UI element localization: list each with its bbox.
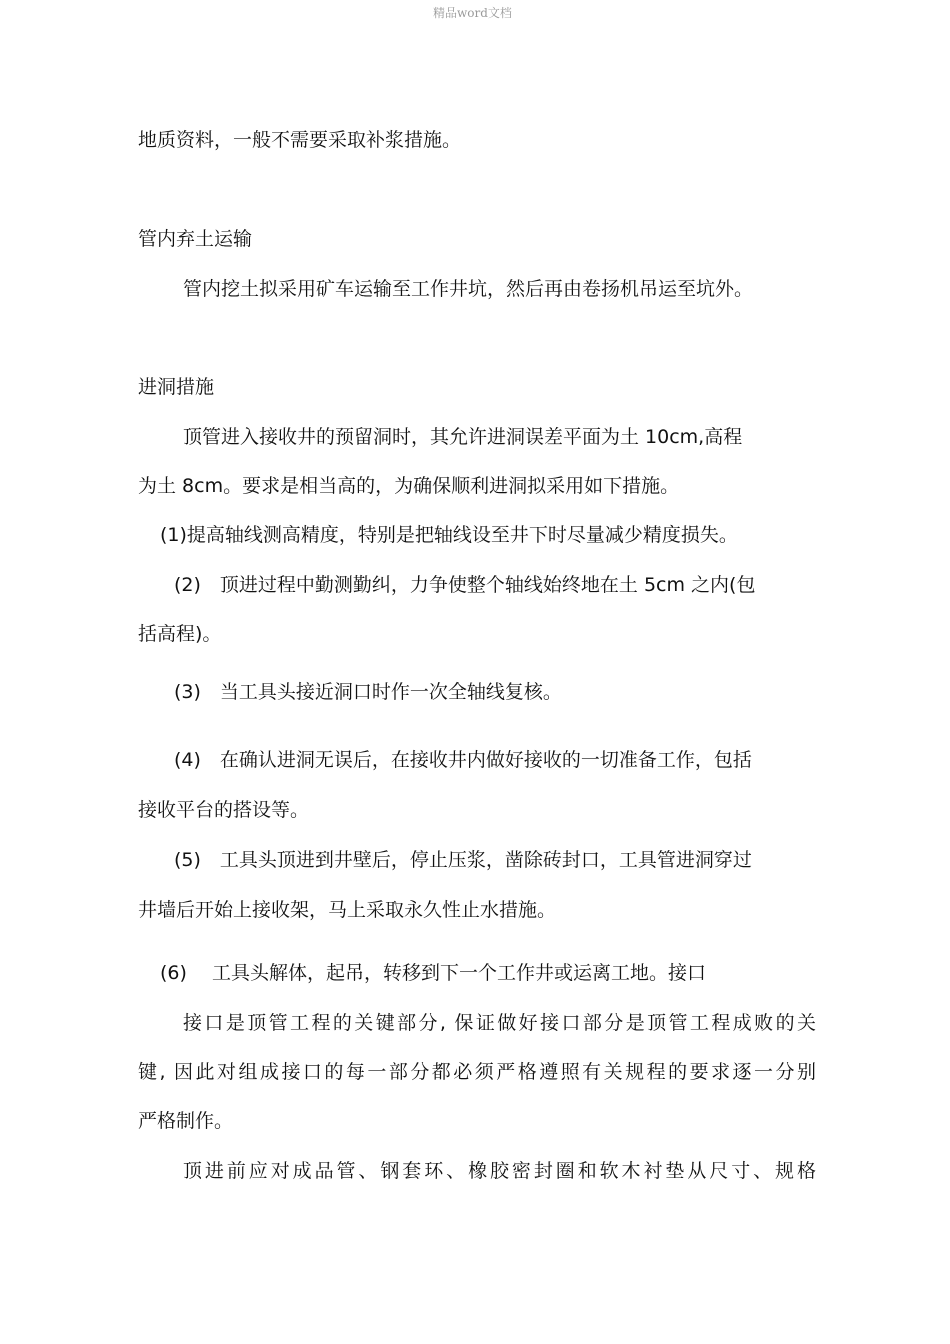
paragraph-line: 键, 因此对组成接口的每一部分都必须严格遵照有关规程的要求逐一分别 xyxy=(138,1061,816,1083)
section-heading-transport: 管内弃土运输 xyxy=(138,228,253,250)
section-heading-entry: 进洞措施 xyxy=(138,376,215,398)
paragraph-line: 管内挖土拟采用矿车运输至工作井坑，然后再由卷扬机吊运至坑外。 xyxy=(183,278,754,300)
paragraph-line: 地质资料，一般不需要采取补浆措施。 xyxy=(138,129,462,151)
list-item-6: (6) 工具头解体，起吊，转移到下一个工作井或运离工地。接口 xyxy=(160,962,706,984)
watermark-text: 精品word文档 xyxy=(433,6,512,20)
list-item-5-continued: 井墙后开始上接收架，马上采取永久性止水措施。 xyxy=(138,899,557,921)
paragraph-line: 严格制作。 xyxy=(138,1110,234,1132)
list-item-4: (4) 在确认进洞无误后，在接收井内做好接收的一切准备工作，包括 xyxy=(174,749,752,771)
paragraph-line: 为土 8cm。要求是相当高的，为确保顺利进洞拟采用如下措施。 xyxy=(138,475,680,497)
paragraph-line: 顶进前应对成品管、钢套环、橡胶密封圈和软木衬垫从尺寸、规格 xyxy=(183,1160,816,1182)
list-item-3: (3) 当工具头接近洞口时作一次全轴线复核。 xyxy=(174,681,562,703)
list-item-2: (2) 顶进过程中勤测勤纠，力争使整个轴线始终地在土 5cm 之内(包 xyxy=(174,574,756,596)
paragraph-line: 顶管进入接收井的预留洞时，其允许进洞误差平面为土 10cm,高程 xyxy=(183,426,743,448)
list-item-4-continued: 接收平台的搭设等。 xyxy=(138,799,310,821)
list-item-5: (5) 工具头顶进到井壁后，停止压浆，凿除砖封口，工具管进洞穿过 xyxy=(174,849,752,871)
paragraph-line: 接口是顶管工程的关键部分, 保证做好接口部分是顶管工程成败的关 xyxy=(183,1012,816,1034)
list-item-2-continued: 括高程)。 xyxy=(138,623,222,645)
list-item-1: (1)提高轴线测高精度，特别是把轴线设至井下时尽量减少精度损失。 xyxy=(160,524,738,546)
